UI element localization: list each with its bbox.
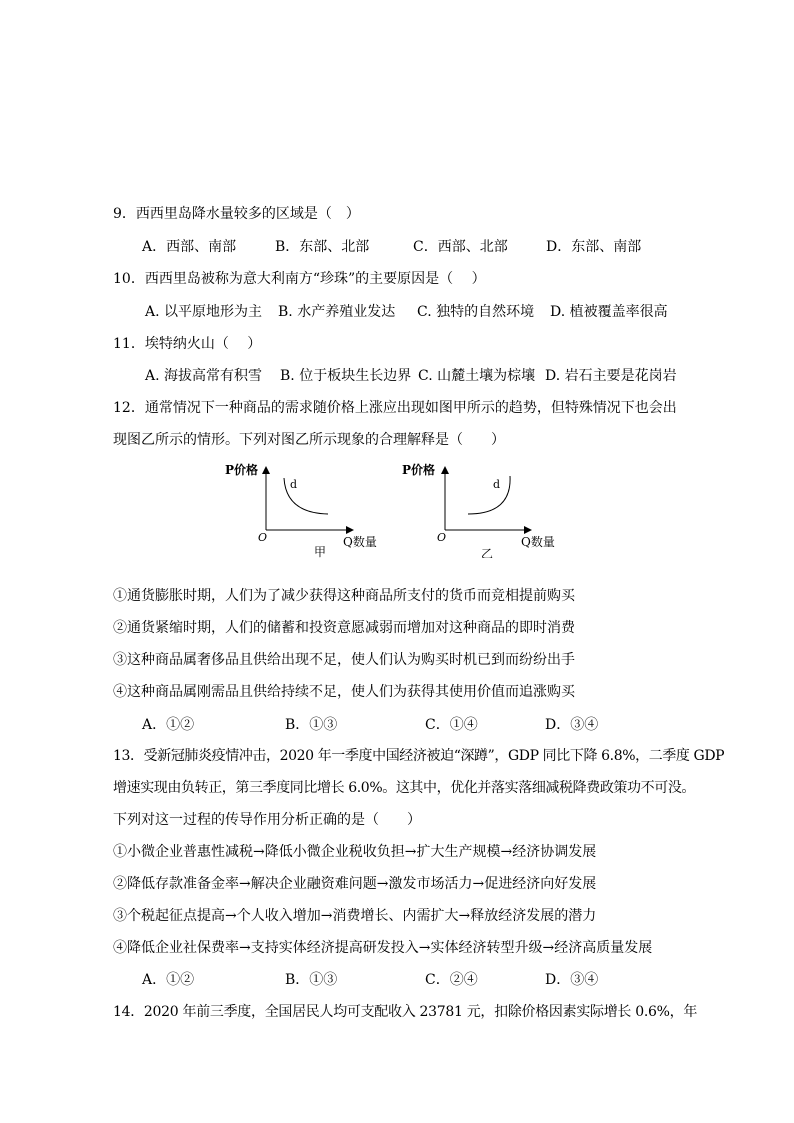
q11-option-b: B. 位于板块生长边界 [280,368,412,384]
q13-option-d: D．③④ [545,972,599,988]
figure-caption: 甲 [314,545,327,558]
q9-option-a: A．西部、南部 [142,239,237,255]
origin-label: O [437,531,447,544]
q12-option-a: A．①② [142,717,195,733]
curve-label: d [493,478,501,491]
q11-option-c: C. 山麓土壤为棕壤 [418,368,536,384]
demand-graph-yi [400,458,570,558]
q12-stem-line2: 现图乙所示的情形。下列对图乙所示现象的合理解释是（ ） [113,432,505,448]
q11-option-d: D. 岩石主要是花岗岩 [545,368,677,384]
x-axis-label: Q数量 [343,535,377,549]
q12-option-c: C．①④ [425,717,478,733]
q13-item-1: ①小微企业普惠性减税→降低小微企业税收负担→扩大生产规模→经济协调发展 [113,844,597,860]
q10-stem: 10．西西里岛被称为意大利南方“珍珠”的主要原因是（ ） [113,271,486,287]
x-axis-label: Q数量 [521,535,555,549]
demand-graph-jia [222,458,392,558]
q13-stem-line1: 13．受新冠肺炎疫情冲击，2020 年一季度中国经济被迫“深蹲”，GDP 同比下降 6.8%，二季度 GDP [113,748,725,764]
q13-item-3: ③个税起征点提高→个人收入增加→消费增长、内需扩大→释放经济发展的潜力 [113,908,597,924]
demand-curve [468,476,510,514]
q10-option-c: C. 独特的自然环境 [417,304,535,320]
q12-item-3: ③这种商品属奢侈品且供给出现不足，使人们认为购买时机已到而纷纷出手 [113,652,575,668]
curve-label: d [290,478,298,491]
q11-option-a: A. 海拔高常有积雪 [145,368,263,384]
q12-item-2: ②通货紧缩时期，人们的储蓄和投资意愿减弱而增加对这种商品的即时消费 [113,620,575,636]
q13-item-2: ②降低存款准备金率→解决企业融资难问题→激发市场活力→促进经济向好发展 [113,876,597,892]
q9-option-b: B．东部、北部 [275,239,370,255]
q10-option-b: B. 水产养殖业发达 [278,304,396,320]
q13-stem-line2: 增速实现由负转正，第三季度同比增长 6.0%。这其中，优化并落实落细减税降费政策功不可没。 [113,780,696,796]
q12-stem-line1: 12．通常情况下一种商品的需求随价格上涨应出现如图甲所示的趋势，但特殊情况下也会出 [113,400,677,416]
q12-option-d: D．③④ [545,717,599,733]
q12-item-4: ④这种商品属刚需品且供给持续不足，使人们为获得其使用价值而追涨购买 [113,684,575,700]
q10-option-d: D. 植被覆盖率很高 [550,304,668,320]
q9-option-d: D．东部、南部 [546,239,642,255]
q9-option-c: C．西部、北部 [413,239,508,255]
y-axis-label: P价格 [225,463,259,477]
q12-item-1: ①通货膨胀时期，人们为了减少获得这种商品所支付的货币而竞相提前购买 [113,588,575,604]
y-axis-label: P价格 [402,463,436,477]
q13-option-a: A．①② [142,972,195,988]
figure-caption: 乙 [481,547,494,558]
q14-stem-line1: 14．2020 年前三季度，全国居民人均可支配收入 23781 元，扣除价格因素实际增长 0.6%，年 [113,1004,698,1020]
q11-stem: 11．埃特纳火山（ ） [113,336,262,352]
q13-option-b: B．①③ [285,972,338,988]
q13-stem-line3: 下列对这一过程的传导作用分析正确的是（ ） [113,812,421,828]
origin-label: O [258,531,268,544]
q10-option-a: A. 以平原地形为主 [145,304,263,320]
q13-item-4: ④降低企业社保费率→支持实体经济提高研发投入→实体经济转型升级→经济高质量发展 [113,940,653,956]
q9-stem: 9．西西里岛降水量较多的区域是（ ） [113,206,360,222]
q13-option-c: C．②④ [425,972,478,988]
q12-option-b: B．①③ [285,717,338,733]
